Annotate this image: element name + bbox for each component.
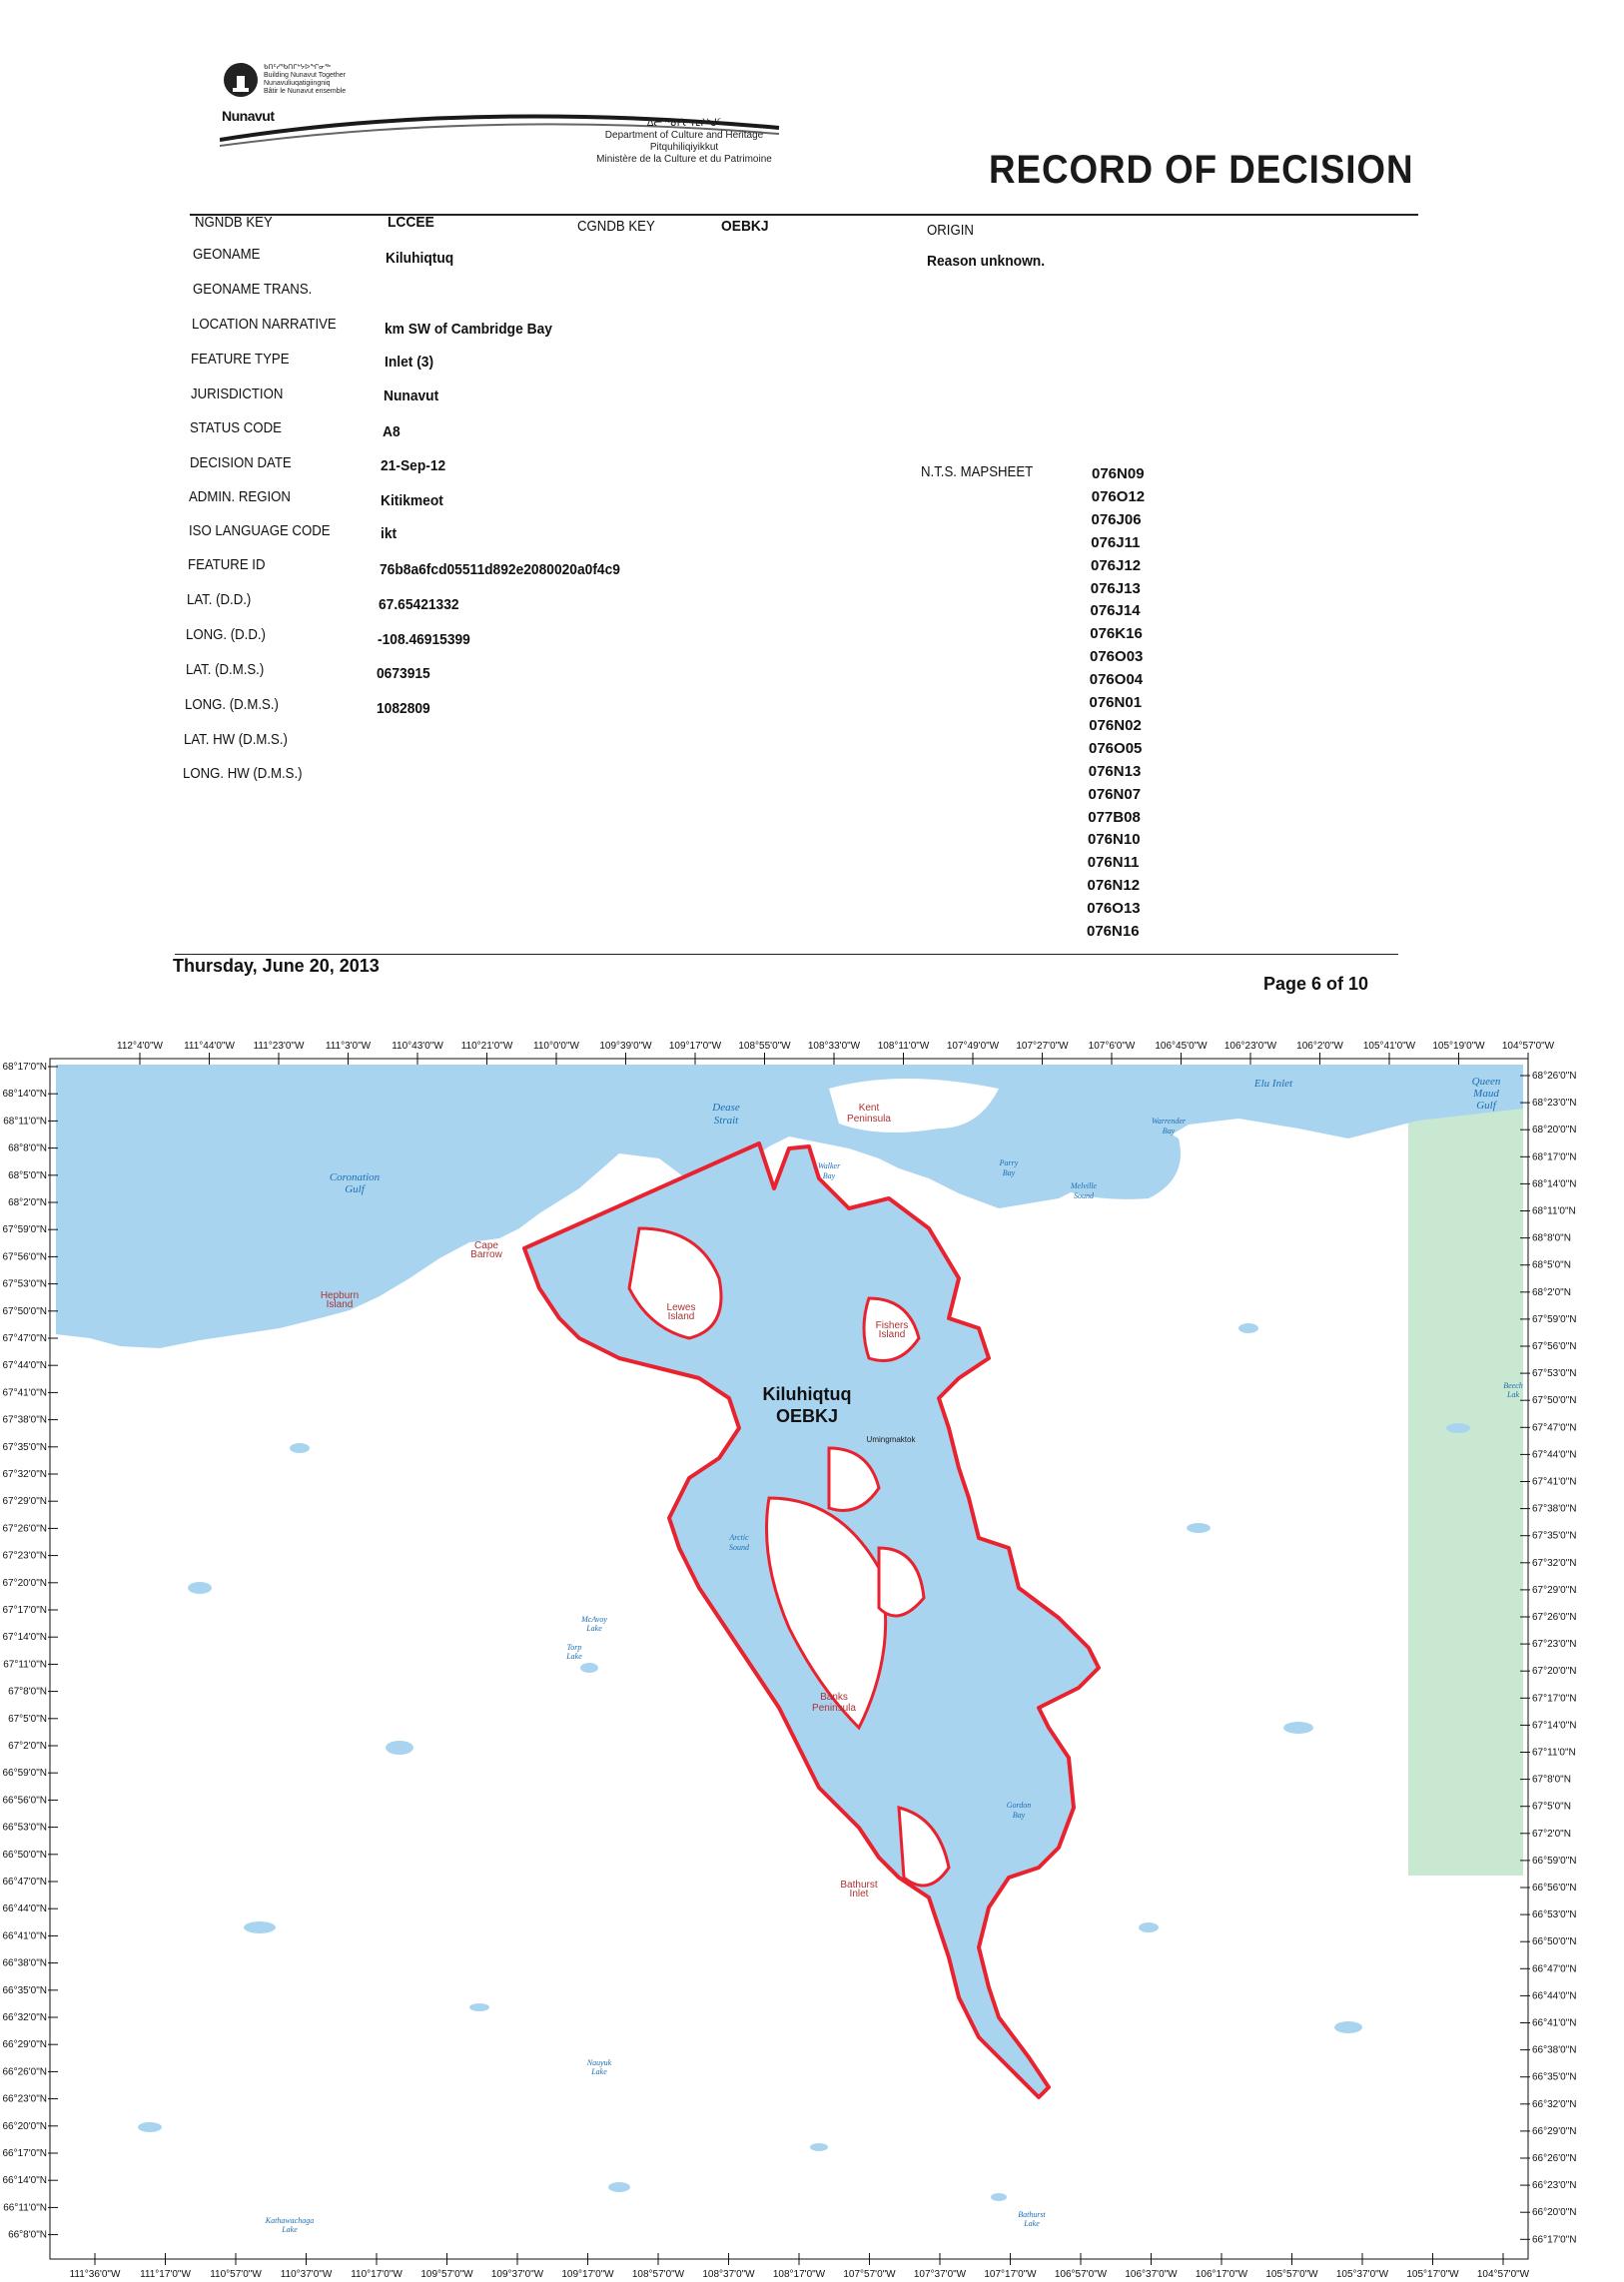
top-divider	[190, 214, 1418, 216]
bottom-tick-label: 110°17'0"W	[351, 2269, 403, 2280]
map-content	[56, 1065, 1523, 2253]
bottom-tick-label: 108°17'0"W	[772, 2269, 826, 2280]
left-tick-label: 66°14'0"N	[2, 2175, 47, 2187]
nts-mapsheet-item: 076J06	[1091, 510, 1142, 528]
right-tick-label: 67°53'0"N	[1532, 1368, 1577, 1380]
right-tick-label: 66°32'0"N	[1532, 2098, 1577, 2110]
left-tick-label: 68°11'0"N	[3, 1116, 47, 1128]
left-tick-label: 66°11'0"N	[3, 2202, 47, 2214]
top-tick-label: 111°3'0"W	[325, 1041, 372, 1052]
top-tick-label: 107°49'0"W	[946, 1041, 1000, 1052]
place-melville-sound-2: Sound	[1074, 1191, 1094, 1200]
nts-mapsheet-item: 076N16	[1087, 923, 1140, 940]
left-tick-label: 68°2'0"N	[8, 1197, 47, 1208]
nts-mapsheet-item: 076N12	[1087, 877, 1141, 895]
nts-mapsheet-item: 076N07	[1088, 785, 1142, 803]
top-tick-label: 111°23'0"W	[253, 1041, 305, 1052]
right-tick-label: 66°35'0"N	[1532, 2071, 1577, 2083]
top-tick-label: 108°55'0"W	[738, 1041, 791, 1052]
left-tick-label: 66°23'0"N	[2, 2093, 47, 2105]
top-tick-label: 107°6'0"W	[1088, 1041, 1136, 1052]
bottom-tick-label: 110°37'0"W	[280, 2269, 333, 2280]
right-tick-label: 68°14'0"N	[1532, 1178, 1577, 1190]
top-tick-label: 110°43'0"W	[392, 1041, 443, 1052]
bottom-tick-label: 109°37'0"W	[490, 2269, 544, 2280]
nts-mapsheet-item: 076N01	[1089, 694, 1143, 711]
bottom-tick-label: 108°57'0"W	[631, 2269, 685, 2280]
left-tick-label: 67°53'0"N	[2, 1278, 47, 1290]
logo-line-syllabics: ᑲᑎᑦᓯᖃᑎᒋᔾᔭᐅᖏᓂᖅ	[264, 64, 331, 71]
place-kathawachaga-lake-1: Kathawachaga	[265, 2216, 315, 2225]
right-tick-label: 68°2'0"N	[1532, 1286, 1571, 1298]
nts-mapsheet-item: 076J13	[1090, 579, 1141, 597]
top-tick-label: 106°45'0"W	[1155, 1041, 1208, 1052]
left-tick-label: 68°14'0"N	[2, 1089, 47, 1101]
left-tick-label: 67°26'0"N	[2, 1523, 47, 1535]
right-tick-label: 67°17'0"N	[1532, 1693, 1577, 1705]
place-arctic-sound-2: Sound	[729, 1543, 749, 1552]
place-warrender-bay-2: Bay	[1162, 1127, 1176, 1136]
nts-mapsheet-item: 076N13	[1088, 762, 1142, 780]
right-tick-label: 67°23'0"N	[1532, 1639, 1577, 1651]
page-title: RECORD OF DECISION	[989, 148, 1414, 192]
logo-name: Nunavut	[222, 108, 275, 124]
nts-mapsheet-item: 076O03	[1090, 648, 1144, 666]
left-tick-label: 66°26'0"N	[2, 2066, 47, 2078]
bottom-tick-label: 104°57'0"W	[1476, 2269, 1530, 2280]
left-tick-label: 66°47'0"N	[2, 1877, 47, 1888]
place-gordon-bay-1: Gordon	[1006, 1801, 1032, 1810]
place-coronation-gulf-2: Gulf	[345, 1183, 365, 1195]
admin-region-value: Kitikmeot	[381, 492, 443, 509]
place-umingmaktok: Umingmaktok	[866, 1435, 916, 1444]
place-walker-bay-1: Walker	[817, 1161, 841, 1170]
right-tick-label: 66°50'0"N	[1532, 1936, 1577, 1948]
footer-date: Thursday, June 20, 2013	[173, 956, 380, 976]
top-tick-label: 105°41'0"W	[1362, 1041, 1416, 1052]
nts-mapsheet-item: 076K16	[1090, 625, 1143, 643]
right-tick-label: 67°8'0"N	[1532, 1774, 1571, 1786]
left-tick-label: 67°11'0"N	[3, 1659, 47, 1671]
place-parry-bay-2: Bay	[1002, 1168, 1016, 1177]
location-narrative-label: LOCATION NARRATIVE	[192, 316, 337, 333]
place-walker-bay-2: Bay	[822, 1171, 836, 1180]
ngndb-key-value: LCCEE	[388, 214, 434, 231]
place-banks-peninsula-1: Banks	[820, 1692, 848, 1703]
right-tick-label: 66°17'0"N	[1532, 2234, 1577, 2246]
right-tick-label: 68°23'0"N	[1532, 1098, 1577, 1110]
right-tick-label: 67°14'0"N	[1532, 1720, 1577, 1732]
place-parry-bay-1: Parry	[999, 1158, 1019, 1167]
top-tick-label: 108°33'0"W	[807, 1041, 861, 1052]
nts-mapsheet-item: 076N09	[1092, 465, 1145, 482]
right-tick-label: 67°32'0"N	[1532, 1557, 1577, 1569]
top-tick-label: 109°39'0"W	[599, 1041, 652, 1052]
place-kent-peninsula-1: Kent	[858, 1103, 880, 1114]
right-tick-label: 68°11'0"N	[1532, 1205, 1576, 1217]
iso-language-value: ikt	[381, 525, 398, 542]
bottom-tick-label: 105°57'0"W	[1265, 2269, 1318, 2280]
place-arctic-sound-1: Arctic	[729, 1533, 749, 1542]
place-cape-barrow-1: Cape	[474, 1240, 498, 1251]
protected-area-zone	[1408, 1065, 1523, 1876]
cgndb-key-value: OEBKJ	[721, 218, 769, 235]
left-tick-label: 67°23'0"N	[2, 1550, 47, 1562]
left-tick-label: 66°35'0"N	[2, 1984, 47, 1996]
left-tick-label: 67°20'0"N	[2, 1577, 47, 1589]
right-tick-label: 67°59'0"N	[1532, 1313, 1577, 1325]
logo-line-english: Building Nunavut Together	[264, 72, 346, 79]
department-english: Department of Culture and Heritage	[604, 130, 764, 141]
lat-dms-value: 0673915	[377, 665, 430, 682]
long-dms-label: LONG. (D.M.S.)	[185, 696, 279, 713]
feature-id-value: 76b8a6fcd05511d892e2080020a0f4c9	[380, 561, 620, 578]
logo-line-french: Bâtir le Nunavut ensemble	[264, 88, 347, 95]
lat-dd-value: 67.65421332	[379, 596, 459, 613]
geoname-label: GEONAME	[193, 246, 261, 263]
origin-label: ORIGIN	[927, 222, 974, 239]
left-tick-label: 66°17'0"N	[2, 2148, 47, 2159]
place-fishers-island-2: Island	[878, 1329, 906, 1340]
left-tick-label: 67°41'0"N	[2, 1387, 47, 1399]
right-tick-label: 67°20'0"N	[1532, 1666, 1577, 1678]
nts-mapsheet-item: 076N10	[1088, 831, 1141, 849]
left-tick-label: 66°44'0"N	[2, 1903, 47, 1915]
place-nauyuk-lake-1: Nauyuk	[586, 2058, 612, 2067]
place-cape-barrow-2: Barrow	[470, 1249, 502, 1260]
right-tick-label: 66°59'0"N	[1532, 1855, 1577, 1867]
geoname-value: Kiluhiqtuq	[386, 250, 454, 267]
place-queen-maud-1: Queen	[1471, 1076, 1501, 1088]
long-dd-value: -108.46915399	[378, 631, 470, 648]
department-syllabics: ᐃᓕᖅᑯᓯᓕᕆᔨᒃᑯᑦ	[646, 118, 722, 129]
origin-value: Reason unknown.	[927, 253, 1046, 270]
location-map	[0, 1029, 1624, 2282]
ngndb-key-label: NGNDB KEY	[195, 214, 273, 231]
left-tick-label: 66°38'0"N	[2, 1957, 47, 1969]
left-tick-label: 66°20'0"N	[2, 2120, 47, 2132]
right-tick-label: 67°11'0"N	[1532, 1747, 1576, 1759]
department-french: Ministère de la Culture et du Patrimoine	[596, 154, 772, 165]
right-tick-label: 67°47'0"N	[1532, 1422, 1577, 1434]
left-tick-label: 67°17'0"N	[2, 1605, 47, 1616]
long-dd-label: LONG. (D.D.)	[186, 626, 266, 643]
nts-mapsheet-item: 076J12	[1091, 556, 1142, 574]
bottom-divider	[175, 954, 1398, 955]
bottom-tick-label: 109°57'0"W	[420, 2269, 473, 2280]
nts-mapsheet-label: N.T.S. MAPSHEET	[921, 463, 1034, 480]
right-tick-label: 66°26'0"N	[1532, 2153, 1577, 2164]
place-queen-maud-2: Maud	[1473, 1088, 1499, 1100]
right-tick-label: 67°56'0"N	[1532, 1341, 1577, 1352]
place-nauyuk-lake-2: Lake	[591, 2067, 607, 2076]
right-tick-label: 68°8'0"N	[1532, 1232, 1571, 1244]
left-tick-label: 67°14'0"N	[2, 1632, 47, 1644]
left-tick-label: 66°59'0"N	[2, 1768, 47, 1780]
right-tick-label: 68°17'0"N	[1532, 1151, 1577, 1163]
logo-line-inuinnaqtun: Nunavuliuqatigiingniq	[264, 80, 331, 87]
place-torp-lake-1: Torp	[566, 1643, 582, 1652]
place-fishers-island-1: Fishers	[875, 1320, 909, 1331]
long-hw-label: LONG. HW (D.M.S.)	[183, 765, 303, 782]
left-tick-label: 67°50'0"N	[2, 1305, 47, 1317]
place-bathurst-inlet-1: Bathurst	[840, 1880, 878, 1891]
nts-mapsheet-item: 076N11	[1087, 854, 1140, 872]
place-kathawachaga-lake-2: Lake	[282, 2225, 298, 2234]
left-tick-label: 67°56'0"N	[2, 1251, 47, 1263]
top-tick-label: 105°19'0"W	[1432, 1041, 1485, 1052]
right-tick-label: 67°50'0"N	[1532, 1395, 1577, 1407]
lat-dms-label: LAT. (D.M.S.)	[186, 661, 265, 678]
left-tick-label: 67°35'0"N	[2, 1441, 47, 1453]
nts-mapsheet-item: 076O13	[1087, 900, 1141, 918]
nts-mapsheet-item: 076O04	[1089, 671, 1144, 689]
left-tick-label: 68°17'0"N	[2, 1062, 47, 1073]
place-banks-peninsula-2: Peninsula	[812, 1703, 856, 1714]
right-tick-label: 67°41'0"N	[1532, 1476, 1577, 1488]
right-tick-label: 67°35'0"N	[1532, 1530, 1577, 1542]
left-tick-label: 67°2'0"N	[8, 1741, 47, 1752]
right-tick-label: 66°29'0"N	[1532, 2125, 1577, 2137]
place-lewes-island-2: Island	[667, 1311, 695, 1322]
right-tick-label: 66°47'0"N	[1532, 1963, 1577, 1975]
left-tick-label: 66°50'0"N	[2, 1849, 47, 1861]
status-code-label: STATUS CODE	[190, 419, 282, 436]
place-beechy-lake-2: Lak	[1507, 1390, 1519, 1399]
place-elu-inlet: Elu Inlet	[1253, 1078, 1293, 1090]
right-tick-label: 66°53'0"N	[1532, 1909, 1577, 1921]
right-tick-label: 68°20'0"N	[1532, 1125, 1577, 1137]
place-warrender-bay-1: Warrender	[1151, 1117, 1187, 1126]
location-narrative-value: km SW of Cambridge Bay	[385, 321, 552, 338]
place-coronation-gulf-1: Coronation	[329, 1171, 381, 1183]
top-tick-label: 106°2'0"W	[1296, 1041, 1343, 1052]
feature-type-value: Inlet (3)	[385, 354, 434, 371]
footer-page-number: Page 6 of 10	[1263, 974, 1369, 994]
place-hepburn-island-1: Hepburn	[320, 1290, 360, 1301]
bottom-tick-label: 107°57'0"W	[843, 2269, 896, 2280]
left-tick-label: 67°59'0"N	[2, 1224, 47, 1236]
place-torp-lake-2: Lake	[566, 1652, 582, 1661]
place-lewes-island-1: Lewes	[666, 1302, 696, 1313]
top-tick-label: 111°44'0"W	[184, 1041, 235, 1052]
bottom-tick-label: 105°37'0"W	[1335, 2269, 1389, 2280]
bottom-tick-label: 108°37'0"W	[702, 2269, 755, 2280]
place-gordon-bay-2: Bay	[1012, 1811, 1026, 1820]
top-tick-label: 107°27'0"W	[1016, 1041, 1069, 1052]
top-tick-label: 110°21'0"W	[460, 1041, 513, 1052]
cgndb-key-label: CGNDB KEY	[577, 218, 655, 235]
place-melville-sound-1: Melville	[1070, 1181, 1098, 1190]
left-tick-label: 66°29'0"N	[2, 2039, 47, 2051]
right-tick-label: 67°5'0"N	[1532, 1801, 1571, 1813]
bottom-tick-label: 110°57'0"W	[210, 2269, 262, 2280]
left-tick-label: 68°5'0"N	[8, 1169, 47, 1181]
place-bathurst-inlet-2: Inlet	[849, 1889, 869, 1900]
left-tick-label: 66°8'0"N	[8, 2229, 47, 2241]
feature-id-label: FEATURE ID	[188, 556, 266, 573]
bottom-tick-label: 111°36'0"W	[69, 2269, 121, 2280]
bottom-tick-label: 111°17'0"W	[140, 2269, 191, 2280]
right-tick-label: 66°56'0"N	[1532, 1883, 1577, 1894]
place-bathurst-lake-2: Lake	[1024, 2219, 1040, 2228]
bottom-tick-label: 109°17'0"W	[561, 2269, 614, 2280]
top-tick-label: 110°0'0"W	[533, 1041, 579, 1052]
map-feature-name: Kiluhiqtuq	[762, 1384, 852, 1404]
nts-mapsheet-item: 076J11	[1091, 533, 1141, 551]
right-tick-label: 66°38'0"N	[1532, 2044, 1577, 2056]
left-tick-label: 67°8'0"N	[8, 1686, 47, 1698]
department-inuinnaqtun: Pitquhiliqiyikkut	[649, 142, 719, 153]
right-tick-label: 68°5'0"N	[1532, 1259, 1571, 1271]
place-dease-strait-1: Dease	[712, 1102, 740, 1114]
right-tick-label: 67°2'0"N	[1532, 1828, 1571, 1840]
feature-type-label: FEATURE TYPE	[191, 351, 290, 368]
nts-mapsheet-item: 076O05	[1089, 739, 1143, 757]
right-tick-label: 66°20'0"N	[1532, 2207, 1577, 2219]
nts-mapsheet-item: 076N02	[1089, 716, 1142, 734]
decision-date-label: DECISION DATE	[190, 454, 292, 471]
top-tick-label: 112°4'0"W	[117, 1041, 163, 1052]
place-queen-maud-3: Gulf	[1476, 1100, 1496, 1112]
bottom-tick-label: 106°37'0"W	[1125, 2269, 1178, 2280]
lat-hw-label: LAT. HW (D.M.S.)	[184, 731, 288, 748]
left-tick-label: 66°53'0"N	[2, 1822, 47, 1834]
top-tick-label: 104°57'0"W	[1501, 1041, 1555, 1052]
right-tick-label: 66°41'0"N	[1532, 2017, 1577, 2029]
bottom-tick-label: 107°17'0"W	[984, 2269, 1037, 2280]
jurisdiction-value: Nunavut	[384, 387, 439, 404]
top-tick-label: 108°11'0"W	[877, 1041, 930, 1052]
nts-mapsheet-item: 077B08	[1088, 808, 1141, 826]
left-tick-label: 67°47'0"N	[2, 1333, 47, 1344]
left-tick-label: 66°56'0"N	[2, 1795, 47, 1807]
bottom-tick-label: 105°17'0"W	[1406, 2269, 1459, 2280]
place-beechy-lake-1: Beech	[1503, 1381, 1523, 1390]
decision-date-value: 21-Sep-12	[381, 457, 446, 474]
right-tick-label: 66°44'0"N	[1532, 1990, 1577, 2002]
left-tick-label: 67°5'0"N	[8, 1713, 47, 1725]
place-hepburn-island-2: Island	[326, 1299, 354, 1310]
geoname-trans-label: GEONAME TRANS.	[193, 281, 313, 298]
left-tick-label: 66°41'0"N	[2, 1930, 47, 1942]
right-tick-label: 67°44'0"N	[1532, 1449, 1577, 1461]
place-bathurst-lake-1: Bathurst	[1018, 2210, 1046, 2219]
place-kent-peninsula-2: Peninsula	[847, 1114, 891, 1125]
bottom-tick-label: 106°57'0"W	[1054, 2269, 1108, 2280]
right-tick-label: 67°38'0"N	[1532, 1503, 1577, 1515]
right-tick-label: 68°26'0"N	[1532, 1071, 1577, 1082]
bottom-tick-label: 107°37'0"W	[913, 2269, 967, 2280]
place-dease-strait-2: Strait	[713, 1115, 739, 1127]
nts-mapsheet-item: 076O12	[1091, 487, 1146, 505]
top-tick-label: 109°17'0"W	[668, 1041, 722, 1052]
map-feature-key: OEBKJ	[775, 1406, 839, 1426]
left-tick-label: 67°29'0"N	[2, 1496, 47, 1508]
right-tick-label: 67°26'0"N	[1532, 1612, 1577, 1623]
right-tick-label: 67°29'0"N	[1532, 1584, 1577, 1596]
status-code-value: A8	[383, 423, 401, 440]
admin-region-label: ADMIN. REGION	[189, 488, 291, 505]
place-mcavoy-lake-1: McAvoy	[581, 1615, 607, 1624]
long-dms-value: 1082809	[377, 700, 430, 717]
iso-language-label: ISO LANGUAGE CODE	[189, 522, 331, 539]
right-tick-label: 66°23'0"N	[1532, 2180, 1577, 2192]
left-tick-label: 67°32'0"N	[2, 1469, 47, 1480]
place-mcavoy-lake-2: Lake	[586, 1624, 602, 1633]
jurisdiction-label: JURISDICTION	[191, 385, 284, 402]
lat-dd-label: LAT. (D.D.)	[187, 591, 252, 608]
bottom-tick-label: 106°17'0"W	[1195, 2269, 1248, 2280]
nts-mapsheet-item: 076J14	[1090, 602, 1141, 620]
department-block	[559, 118, 809, 166]
left-tick-label: 67°44'0"N	[2, 1360, 47, 1372]
left-tick-label: 66°32'0"N	[2, 2012, 47, 2023]
top-tick-label: 106°23'0"W	[1223, 1041, 1277, 1052]
left-tick-label: 68°8'0"N	[8, 1142, 47, 1154]
left-tick-label: 67°38'0"N	[2, 1414, 47, 1426]
